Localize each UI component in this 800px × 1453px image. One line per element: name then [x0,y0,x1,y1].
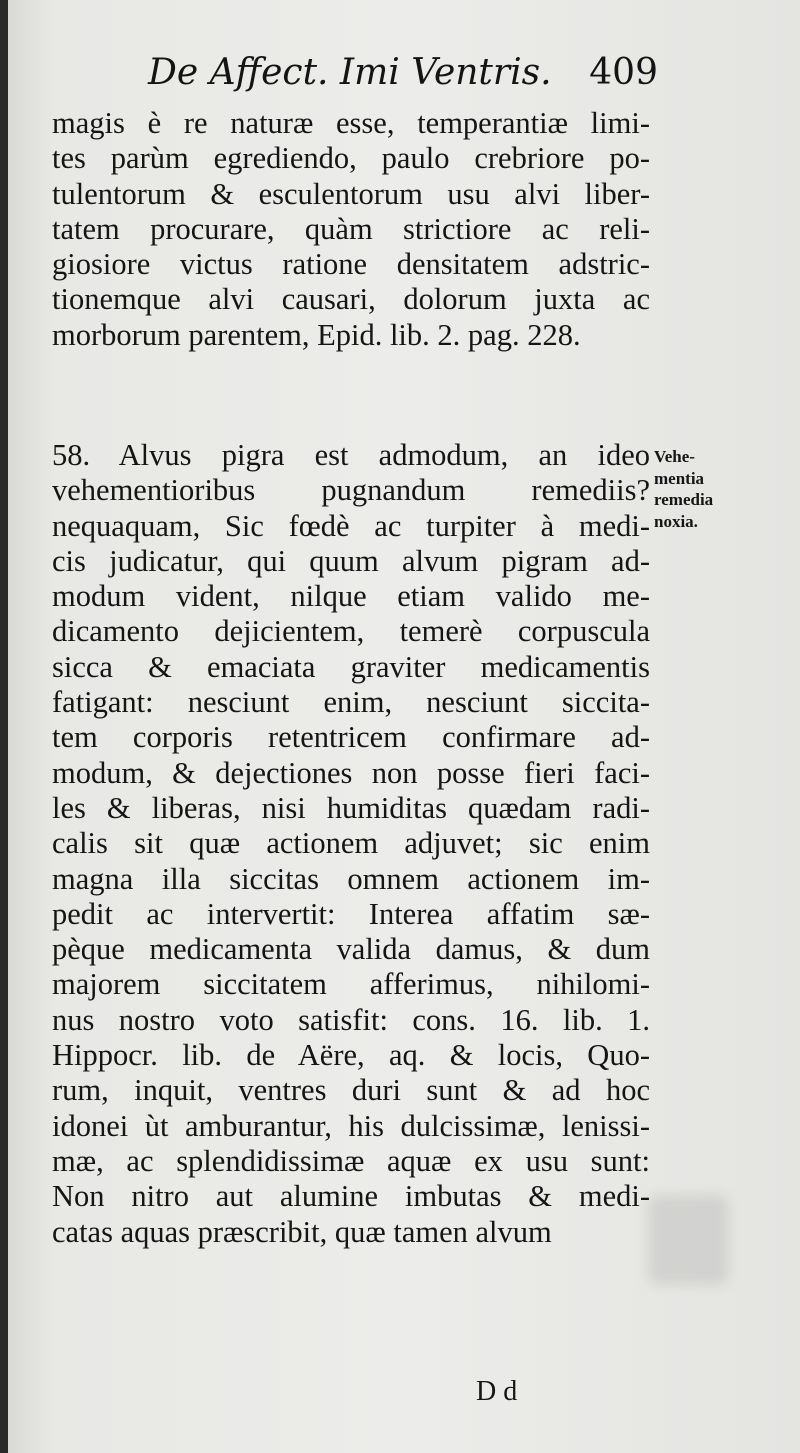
ink-stain [648,1195,728,1285]
text-line: magis è re naturæ esse, temperantiæ limi- [52,106,650,140]
page-number: 409 [589,52,658,93]
text-line: rum, inquit, ventres duri sunt & ad hoc [52,1073,650,1108]
text-line: sicca & emaciata graviter medicamentis [52,649,650,684]
text-line: 58. Alvus pigra est admodum, an ideo [52,438,650,472]
text-line: nequaquam, Sic fœdè ac turpiter à medi- [52,508,650,543]
text-line: nus nostro voto satisfit: cons. 16. lib. 1. [52,1002,650,1037]
text-line: tem corporis retentricem confirmare ad- [52,720,650,755]
text-line: catas aquas præscribit, quæ tamen alvum [52,1214,552,1249]
text-line: tes parùm egrediendo, paulo crebriore po- [52,141,650,176]
text-line: magna illa siccitas omnem actionem im- [52,861,650,896]
text-line: modum, & dejectiones non posse fieri faci- [52,755,650,790]
running-header [148,52,658,98]
text-line: idonei ùt amburantur, his dulcissimæ, lenissi- [52,1108,650,1143]
margin-note-line: noxia. [654,511,698,531]
margin-note-line: remedia [654,490,714,509]
paragraph-continuation [52,106,650,353]
text-line: morborum parentem, Epid. lib. 2. pag. 228. [52,317,581,352]
text-line: tionemque alvi causari, dolorum juxta ac [52,282,650,317]
text-line: mæ, ac splendidissimæ aquæ ex usu sunt: [52,1143,650,1178]
margin-note-line: Vehe- [654,447,695,466]
text-line: vehementioribus pugnandum remediis? [52,473,650,508]
paragraph-58 [52,438,650,1250]
text-line: majorem siccitatem afferimus, nihilomi- [52,967,650,1002]
text-line: pèque medicamenta valida damus, & dum [52,932,650,967]
text-line: Hippocr. lib. de Aëre, aq. & locis, Quo- [52,1038,650,1073]
signature-mark: D d [476,1376,518,1407]
text-line: dicamento dejicientem, temerè corpuscula [52,614,650,649]
text-line: calis sit quæ actionem adjuvet; sic enim [52,826,650,861]
text-line: cis judicatur, qui quum alvum pigram ad- [52,543,650,578]
text-line: pedit ac intervertit: Interea affatim sæ- [52,896,650,931]
text-line: tatem procurare, quàm strictiore ac reli- [52,211,650,246]
text-line: Non nitro aut alumine imbutas & medi- [52,1179,650,1214]
text-line: modum vident, nilque etiam valido me- [52,579,650,614]
text-line: giosiore victus ratione densitatem adstric- [52,247,650,282]
text-line: tulentorum & esculentorum usu alvi liber- [52,176,650,211]
text-line: les & liberas, nisi humiditas quædam radi- [52,790,650,825]
margin-note [654,446,764,532]
text-line: fatigant: nesciunt enim, nesciunt siccita- [52,685,650,720]
margin-note-line: mentia [654,468,705,488]
running-title: De Affect. Imi Ventris. [148,52,552,93]
book-page [8,0,800,1453]
